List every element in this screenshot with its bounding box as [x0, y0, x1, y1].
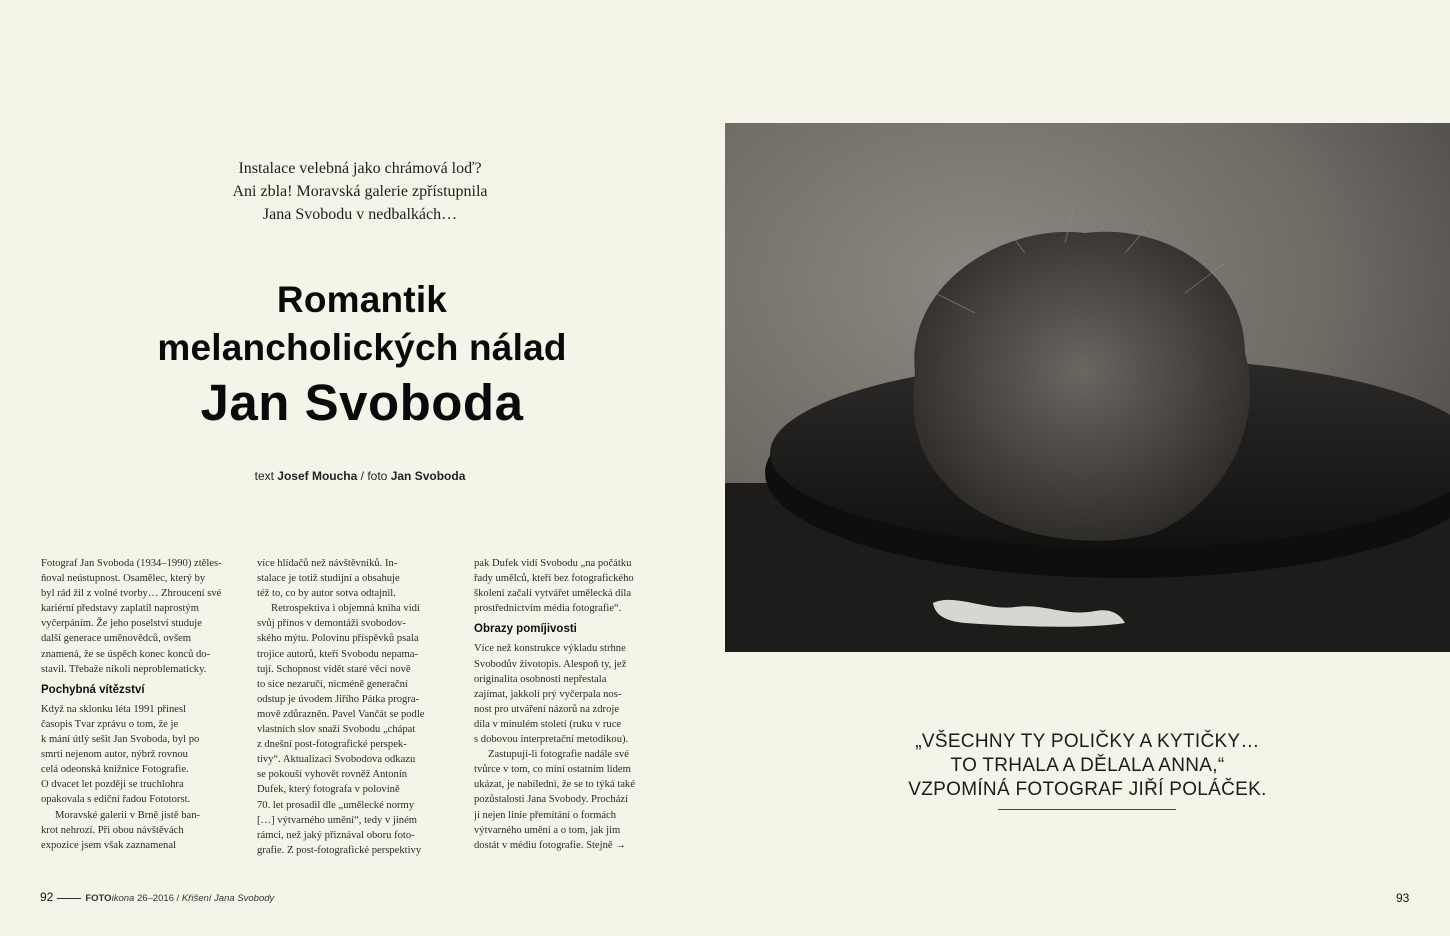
section-title: Křišení Jana Svobody [181, 893, 275, 904]
headline-name: Jan Svoboda [200, 374, 524, 431]
text-line: svůj přínos v demontáži svobodov- [257, 618, 406, 630]
text-line: byl rád žil z volné tvorby… Zhroucení své [41, 588, 222, 600]
text-line: k mání útlý sešit Jan Svoboda, byl po [41, 734, 200, 746]
text-line: ského mýtu. Polovinu příspěvků psala [257, 633, 419, 645]
text-line: rámci, než jaký přiznával oboru foto- [257, 829, 415, 841]
quote-line: TO TRHALA A DĚLALA ANNA,“ [950, 755, 1225, 776]
text-line: Zastupují-li fotografie nadále své [488, 749, 629, 761]
photo-flower-bouquet [913, 232, 1250, 541]
text-line: O dvacet let později se truchlohra [41, 779, 184, 791]
quote-line: „VŠECHNY TY POLIČKY A KYTIČKY… [915, 731, 1260, 752]
text-line: vlastních slov snaží Svobodu „chápat [257, 724, 416, 736]
text-line: Svobodův životopis. Alespoň ty, jež [474, 658, 627, 670]
byline-photo-label: / foto [360, 469, 388, 483]
text-line: Fotograf Jan Svoboda (1934–1990) ztěles- [41, 558, 222, 569]
headline-line-1: Romantik [276, 279, 448, 320]
paragraph [474, 747, 679, 853]
photo-illustration [725, 123, 1450, 652]
magazine-brand-bold: FOTO [85, 893, 112, 904]
still-life-photograph [725, 123, 1450, 652]
text-line: tivy“. Aktualizaci Svobodova odkazu [257, 754, 416, 766]
lede-line: Jana Svobodu v nedbalkách… [262, 206, 458, 223]
paragraph [41, 702, 246, 808]
lede-line: Instalace velebná jako chrámová loď? [238, 160, 482, 177]
text-line: odstup je úvodem Jiřího Pátka progra- [257, 693, 420, 705]
page-number-left: 92 [40, 890, 54, 904]
text-line: se pokouší vyhovět rovněž Antonín [257, 769, 408, 781]
text-line: smrti nejenom autor, nýbrž rovnou [41, 749, 188, 761]
text-line: řady umělců, kteří bez fotografického [474, 573, 634, 585]
text-line: nost pro utváření názorů na zdroje [474, 703, 620, 715]
pull-quote [900, 730, 1275, 802]
text-column-1 [41, 556, 246, 853]
text-line: další generace uměnovědců, ovšem [41, 633, 192, 645]
paragraph [41, 556, 246, 677]
text-line: zajímat, jakkoli prý vyčerpala nos- [474, 688, 622, 700]
text-line: vyčerpáním. Že jeho poselství studuje [41, 618, 202, 630]
article-headline [110, 276, 614, 433]
text-line: školení začali vytvářet umělecká díla [474, 588, 632, 600]
text-line: více hlídačů než návštěvníků. In- [257, 558, 398, 569]
quote-line: VZPOMÍNÁ FOTOGRAF JIŘÍ POLÁČEK. [908, 779, 1267, 800]
text-line: expozice jsem však zaznamenal [41, 839, 177, 851]
issue-number: 26–2016 / [136, 893, 180, 904]
text-line: tvůrce v tom, co míní ostatním lidem [474, 764, 631, 776]
text-line: s dobovou interpretační metodikou). [474, 734, 629, 746]
text-line: opakovala s ediční řadou Fototorst. [41, 794, 191, 806]
byline-text-label: text [254, 469, 274, 483]
text-column-3 [474, 556, 679, 853]
text-line: mově zdůrazněn. Pavel Vančát se podle [257, 708, 425, 720]
text-line: Když na sklonku léta 1991 přinesl [41, 703, 187, 715]
text-line: Moravské galerii v Brně jistě ban- [55, 809, 201, 821]
paragraph [257, 601, 462, 858]
text-line: pak Dufek vidí Svobodu „na počátku [474, 558, 632, 569]
text-line: to sice nezaručí, nicméně generační [257, 678, 408, 690]
text-line: tují. Schopnost vidět staré věci nově [257, 663, 411, 675]
page-footer-left [40, 890, 274, 904]
byline-author: Josef Moucha [277, 469, 358, 483]
text-line: z dnešní post-fotografické perspek- [257, 739, 407, 751]
text-line: dostát v médiu fotografie. Stejně → [474, 839, 626, 851]
text-line: prostřednictvím média fotografie“. [474, 603, 622, 615]
text-line: originalita osobnosti nepřestala [474, 673, 607, 685]
text-line: též to, co by autor sotva odtajnil. [257, 588, 396, 600]
text-line: díla v minulém století (ruku v ruce [474, 718, 622, 730]
text-line: Více než konstrukce výkladu strhne [474, 643, 626, 655]
byline [150, 469, 570, 483]
subheading-pochybna-vitezstvi: Pochybná vítězství [41, 683, 145, 696]
paragraph [474, 556, 679, 616]
paragraph [41, 808, 246, 853]
text-line: kariérní představy zaplatil naprostým [41, 603, 199, 615]
lede-line: Ani zbla! Moravská galerie zpřístupnila [232, 183, 488, 200]
subheading-obrazy-pomijivosti: Obrazy pomíjivosti [474, 623, 577, 636]
text-line: grafie. Z post-fotografické perspektivy [257, 844, 422, 856]
text-line: jí nejen linie přemítání o formách [474, 809, 617, 821]
footer-rule [57, 898, 81, 899]
text-line: trojice autorů, kteří Svobodu nepama- [257, 648, 418, 660]
headline-line-2: melancholických nálad [157, 327, 567, 368]
paragraph [474, 641, 679, 747]
page-number-right: 93 [1396, 891, 1410, 905]
text-line: Dufek, který fotografa v polovině [257, 784, 400, 796]
text-column-2 [257, 556, 462, 858]
text-line: stalace je totiž studijní a obsahuje [257, 573, 400, 585]
text-line: výtvarného umění a o tom, jak jim [474, 824, 621, 836]
pull-quote-rule [998, 809, 1176, 810]
text-line: stavil. Třebaže nikoli neproblematicky. [41, 663, 207, 675]
paragraph [257, 556, 462, 601]
text-line: […] výtvarného umění“, tedy v jiném [257, 814, 418, 826]
byline-photographer: Jan Svoboda [390, 469, 466, 483]
text-line: celá odeonská knižnice Fotografie. [41, 764, 189, 776]
lede [150, 157, 570, 226]
text-line: ňoval neústupnost. Osamělec, který by [41, 573, 206, 585]
text-line: znamená, že se úspěch konec konců do- [41, 648, 211, 660]
magazine-brand-italic: ikona [111, 893, 135, 904]
text-line: 70. let prosadil dle „umělecké normy [257, 799, 415, 811]
text-line: Retrospektiva i objemná kniha vidí [271, 603, 420, 615]
text-line: pozůstalosti Jana Svobody. Prochází [474, 794, 629, 806]
text-line: časopis Tvar zprávu o tom, že je [41, 718, 179, 730]
text-line: ukázat, je nabíledni, že se to týká také [474, 779, 635, 791]
text-line: krot nehrozí. Při obou návštěvách [41, 824, 184, 836]
